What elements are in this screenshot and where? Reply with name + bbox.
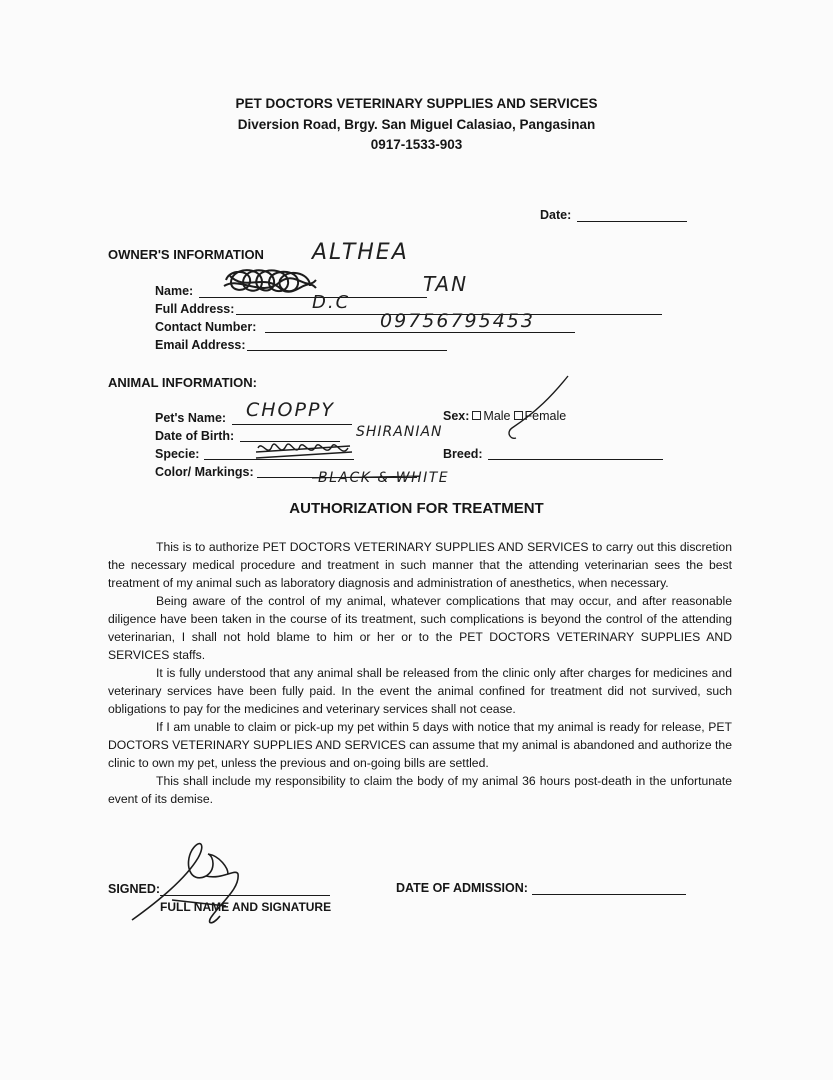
signed-label: SIGNED: xyxy=(108,882,161,896)
animal-section-title: ANIMAL INFORMATION: xyxy=(108,375,257,390)
owner-contact-label: Contact Number: xyxy=(155,320,257,334)
authorization-title: AUTHORIZATION FOR TREATMENT xyxy=(289,500,544,517)
signature-caption: FULL NAME AND SIGNATURE xyxy=(160,900,332,914)
redaction-scribble xyxy=(224,270,316,292)
date-label: Date: xyxy=(540,208,572,222)
admission-label: DATE OF ADMISSION: xyxy=(396,881,528,895)
dob-handwritten: SHIRANIAN xyxy=(356,424,443,440)
pet-name-label: Pet's Name: xyxy=(155,411,227,425)
color-label: Color/ Markings: xyxy=(155,465,254,479)
dob-label: Date of Birth: xyxy=(155,429,235,443)
company-name: PET DOCTORS VETERINARY SUPPLIES AND SERVICES xyxy=(235,96,598,111)
pet-name-handwritten: CHOPPY xyxy=(246,399,336,421)
paragraph-3: It is fully understood that any animal shall be released from the clinic only after charges for medicines and veterinary services have been fully paid. In the event the animal confined for treatment did not survived, such obligations to pay for the medicines and veterinary services shall not cease. xyxy=(108,666,732,716)
company-phone: 0917-1533-903 xyxy=(370,137,463,152)
owner-address-handwritten: D.C xyxy=(312,292,351,313)
signature-mark xyxy=(132,844,238,923)
breed-label: Breed: xyxy=(443,447,483,461)
owner-name-handwritten-last: TAN xyxy=(423,272,469,296)
paragraph-4: If I am unable to claim or pick-up my pet within 5 days with notice that my animal is ready for release, PET DOCTORS VETERINARY SUPPLIES AND SERVICES can assume that my animal is abandoned and authorize the clinic to own my pet, unless the previous and on-going bills are settled. xyxy=(108,720,732,770)
sex-male-label: Male xyxy=(483,409,511,423)
color-handwritten: BLACK & WHITE xyxy=(318,470,450,486)
specie-label: Specie: xyxy=(155,447,200,461)
company-address: Diversion Road, Brgy. San Miguel Calasiao, Pangasinan xyxy=(237,117,596,132)
sex-check-mark xyxy=(509,376,568,438)
paragraph-1: This is to authorize PET DOCTORS VETERINARY SUPPLIES AND SERVICES to carry out this discretion the necessary medical procedure and treatment in such manner that the attending veterinarian sees the best treatment of my animal such as laboratory diagnosis and administration of anesthetics, when necessary. xyxy=(108,540,732,590)
owner-name-label: Name: xyxy=(155,284,194,298)
specie-scribble xyxy=(256,444,352,458)
owner-name-handwritten-first: ALTHEA xyxy=(312,240,409,265)
owner-address-label: Full Address: xyxy=(155,302,235,316)
owner-contact-handwritten: 09756795453 xyxy=(380,310,535,332)
sex-label: Sex: xyxy=(443,409,470,423)
owner-section-title: OWNER'S INFORMATION xyxy=(108,247,264,262)
sex-female-label: Female xyxy=(524,409,567,423)
owner-email-label: Email Address: xyxy=(155,338,246,352)
strike-line xyxy=(312,476,420,478)
paragraph-2: Being aware of the control of my animal, whatever complications that may occur, and after reasonable diligence have been taken in the course of its treatment, such complications is beyond the control of the attending veterinarian, I shall not hold blame to him or her or to the PET DOCTORS VETERINARY SUPPLIES AND SERVICES staffs. xyxy=(108,594,732,662)
paragraph-5: This shall include my responsibility to claim the body of my animal 36 hours post-death in the unfortunate event of its demise. xyxy=(108,774,732,806)
